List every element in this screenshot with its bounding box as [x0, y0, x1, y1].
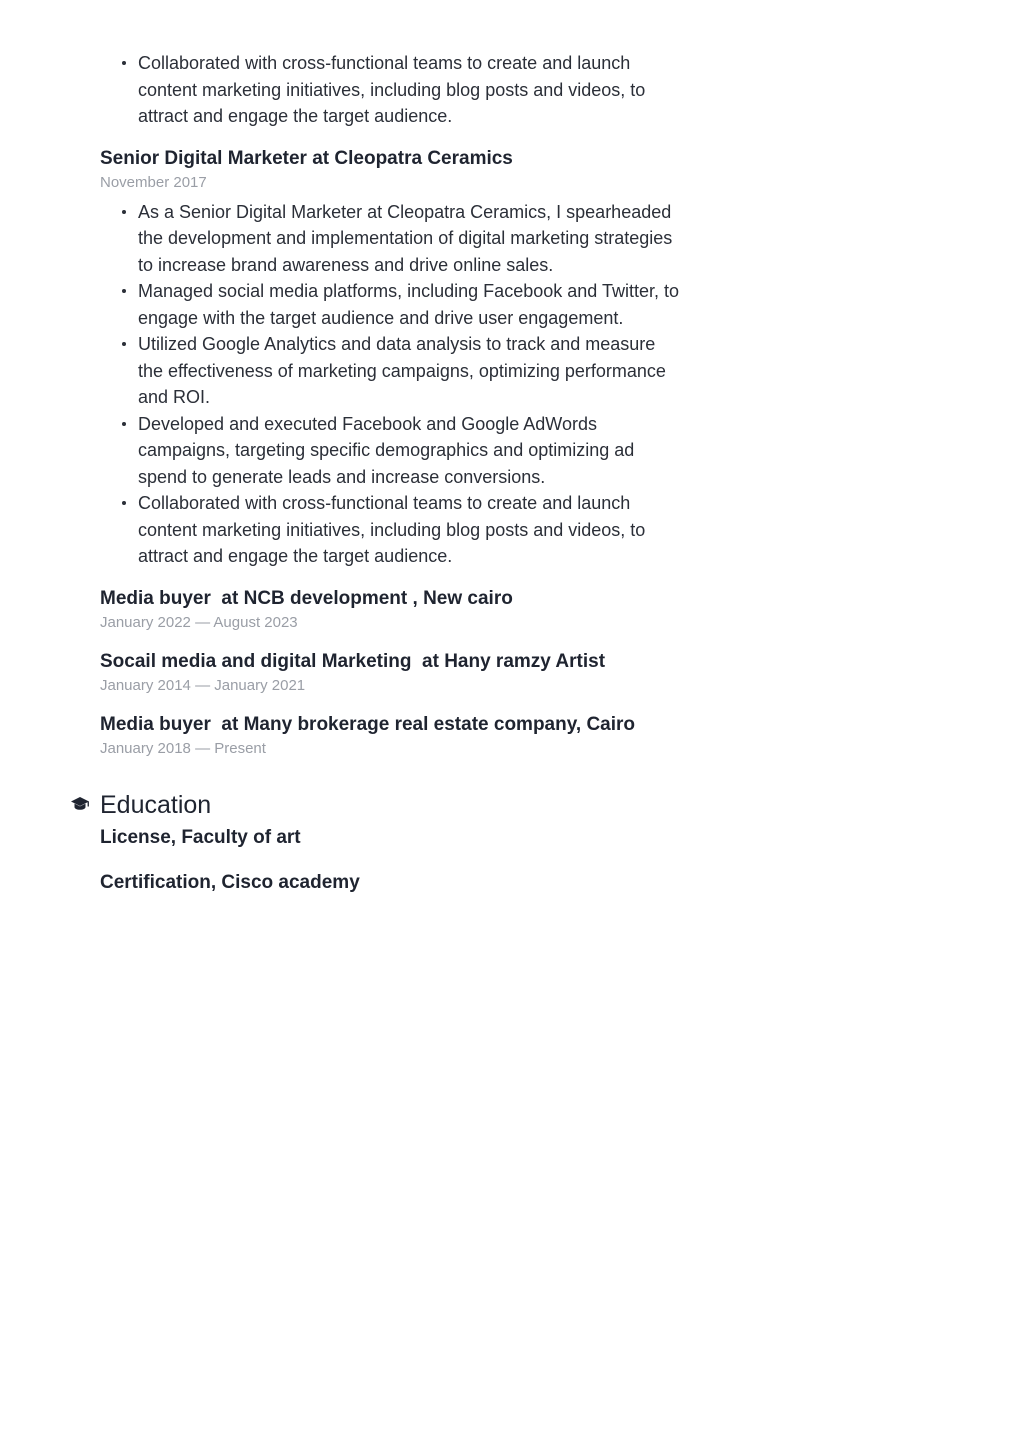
graduation-cap-icon [70, 796, 90, 812]
job-entry [100, 586, 680, 633]
job-date: January 2018 — Present [100, 739, 266, 757]
job-entry [100, 712, 680, 759]
bullet-item: Developed and executed Facebook and Google AdWords campaigns, targeting specific demographics and optimizing ad spend to generate leads and increase conversions. [138, 411, 680, 491]
bullet-item: Managed social media platforms, including Facebook and Twitter, to engage with the target audience and drive user engagement. [138, 278, 680, 331]
job-title: Media buyer at Many brokerage real estate company, Cairo [100, 713, 636, 735]
job-entry [100, 649, 680, 696]
job-title: Senior Digital Marketer at Cleopatra Ceramics [100, 147, 513, 169]
job-bullets [100, 199, 680, 570]
section-title: Education [100, 790, 212, 819]
job-title: Socail media and digital Marketing at Hany ramzy Artist [100, 650, 606, 672]
job-date: January 2022 — August 2023 [100, 613, 298, 631]
bullet-item: As a Senior Digital Marketer at Cleopatra Ceramics, I spearheaded the development and implementation of digital marketing strategies to increase brand awareness and drive online sales. [138, 199, 680, 279]
job-entry [100, 146, 680, 570]
bullet-item: Collaborated with cross-functional teams to create and launch content marketing initiatives, including blog posts and videos, to attract and engage the target audience. [138, 490, 680, 570]
education-item: Certification, Cisco academy [100, 871, 360, 893]
experience-bullets-continued [100, 50, 680, 130]
education-section [100, 789, 680, 896]
job-date: November 2017 [100, 173, 207, 191]
bullet-item: Collaborated with cross-functional teams to create and launch content marketing initiatives, including blog posts and videos, to attract and engage the target audience. [138, 50, 680, 130]
education-item: License, Faculty of art [100, 826, 301, 848]
job-date: January 2014 — January 2021 [100, 676, 306, 694]
bullet-item: Utilized Google Analytics and data analysis to track and measure the effectiveness of marketing campaigns, optimizing performance and ROI. [138, 331, 680, 411]
job-title: Media buyer at NCB development , New cairo [100, 587, 513, 609]
resume-content [100, 50, 680, 896]
